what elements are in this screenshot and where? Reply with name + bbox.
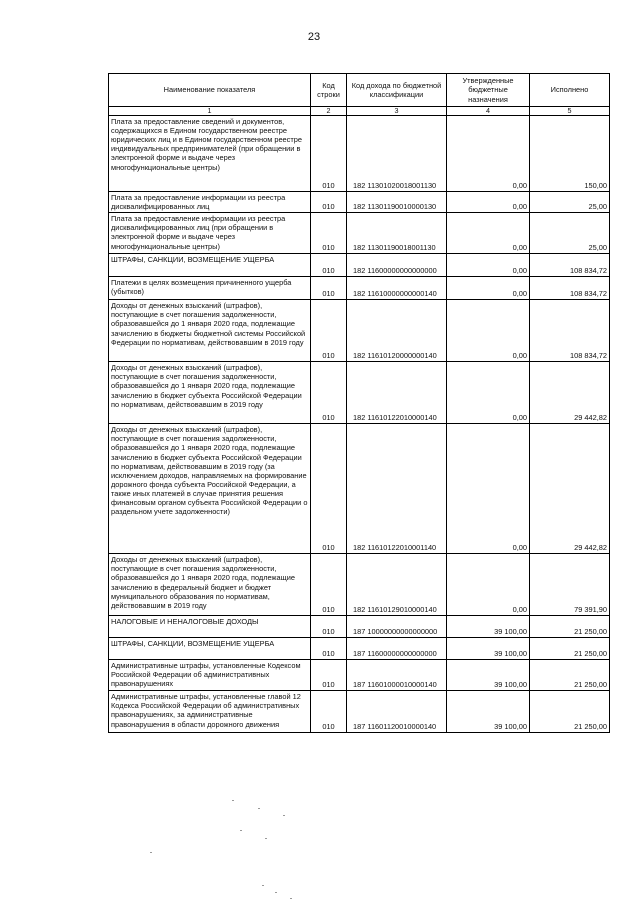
row-executed: 21 250,00 xyxy=(530,660,610,691)
page-number: 23 xyxy=(307,31,321,43)
row-name: Административные штрафы, установленные Кодексом Российской Федерации об административных правонарушениях xyxy=(109,660,311,691)
row-name: Плата за предоставление сведений и документов, содержащихся в Едином государственном реестре юридических лиц и в Едином государственном реестре индивидуальных предпринимателей (при обращении в электронной форме и выдаче через многофункциональные центры) xyxy=(109,116,311,192)
table-row xyxy=(109,660,610,691)
row-name: Административные штрафы, установленные главой 12 Кодекса Российской Федерации об административных правонарушениях, за административные правонарушения в области дорожного движения xyxy=(109,691,311,733)
row-code: 010 xyxy=(311,192,347,213)
row-approved: 0,00 xyxy=(447,300,530,362)
header-approved: Утвержденные бюджетные назначения xyxy=(447,74,530,107)
row-approved: 0,00 xyxy=(447,254,530,277)
table-body xyxy=(109,116,610,733)
row-kbk: 182 11610122010001140 xyxy=(347,424,447,554)
row-approved: 39 100,00 xyxy=(447,638,530,660)
row-name: Доходы от денежных взысканий (штрафов), поступающие в счет погашения задолженности, образовавшейся до 1 января 2020 года, подлежащие зачислению в бюджет субъекта Российской Федерации по нормативам, действовавшим в 2019 году (за исключением доходов, направляемых на формирование дорожного фонда субъекта Российской Федерации, а также иных платежей в случае принятия решения финансовым органом субъекта Российской Федерации о раздельном учете задолженности) xyxy=(109,424,311,554)
table-row xyxy=(109,638,610,660)
row-name: ШТРАФЫ, САНКЦИИ, ВОЗМЕЩЕНИЕ УЩЕРБА xyxy=(109,254,311,277)
row-approved: 39 100,00 xyxy=(447,660,530,691)
table-row xyxy=(109,616,610,638)
row-approved: 39 100,00 xyxy=(447,691,530,733)
row-kbk: 182 11610000000000140 xyxy=(347,277,447,300)
col-index: 2 xyxy=(311,107,347,116)
row-approved: 0,00 xyxy=(447,424,530,554)
row-executed: 25,00 xyxy=(530,213,610,254)
row-executed: 21 250,00 xyxy=(530,638,610,660)
row-approved: 0,00 xyxy=(447,213,530,254)
table-row xyxy=(109,277,610,300)
table-row xyxy=(109,192,610,213)
row-kbk: 187 10000000000000000 xyxy=(347,616,447,638)
table-row xyxy=(109,691,610,733)
row-approved: 0,00 xyxy=(447,116,530,192)
table-row xyxy=(109,213,610,254)
row-name: Доходы от денежных взысканий (штрафов), поступающие в счет погашения задолженности, образовавшейся до 1 января 2020 года, подлежащие зачислению в бюджет субъекта Российской Федерации по нормативам, действовавшим в 2019 году xyxy=(109,362,311,424)
table-row xyxy=(109,554,610,616)
row-kbk: 182 11610122010000140 xyxy=(347,362,447,424)
row-kbk: 187 11601120010000140 xyxy=(347,691,447,733)
row-executed: 108 834,72 xyxy=(530,300,610,362)
row-kbk: 182 11600000000000000 xyxy=(347,254,447,277)
row-name: ШТРАФЫ, САНКЦИИ, ВОЗМЕЩЕНИЕ УЩЕРБА xyxy=(109,638,311,660)
row-approved: 39 100,00 xyxy=(447,616,530,638)
row-executed: 25,00 xyxy=(530,192,610,213)
row-code: 010 xyxy=(311,116,347,192)
col-index: 5 xyxy=(530,107,610,116)
row-executed: 21 250,00 xyxy=(530,691,610,733)
row-kbk: 187 11600000000000000 xyxy=(347,638,447,660)
row-kbk: 182 11610120000000140 xyxy=(347,300,447,362)
row-name: НАЛОГОВЫЕ И НЕНАЛОГОВЫЕ ДОХОДЫ xyxy=(109,616,311,638)
row-code: 010 xyxy=(311,362,347,424)
row-code: 010 xyxy=(311,554,347,616)
row-code: 010 xyxy=(311,300,347,362)
table-row xyxy=(109,254,610,277)
header-kbk: Код дохода по бюджетной классификации xyxy=(347,74,447,107)
row-executed: 150,00 xyxy=(530,116,610,192)
row-name: Платежи в целях возмещения причиненного ущерба (убытков) xyxy=(109,277,311,300)
table-row xyxy=(109,300,610,362)
row-name: Доходы от денежных взысканий (штрафов), поступающие в счет погашения задолженности, образовавшейся до 1 января 2020 года, подлежащие зачислению в бюджеты бюджетной системы Российской Федерации по нормативам, действовавшим в 2019 году xyxy=(109,300,311,362)
row-name: Плата за предоставление информации из реестра дисквалифицированных лиц xyxy=(109,192,311,213)
row-kbk: 187 11601000010000140 xyxy=(347,660,447,691)
row-approved: 0,00 xyxy=(447,277,530,300)
row-code: 010 xyxy=(311,616,347,638)
row-approved: 0,00 xyxy=(447,362,530,424)
row-name: Доходы от денежных взысканий (штрафов), поступающие в счет погашения задолженности, образовавшейся до 1 января 2020 года, подлежащие зачислению в федеральный бюджет и бюджет муниципального образования по нормативам, действовавшим в 2019 году xyxy=(109,554,311,616)
row-name: Плата за предоставление информации из реестра дисквалифицированных лиц (при обращении в электронной форме и выдаче через многофункциональные центры) xyxy=(109,213,311,254)
row-code: 010 xyxy=(311,660,347,691)
col-index: 3 xyxy=(347,107,447,116)
header-name: Наименование показателя xyxy=(109,74,311,107)
row-executed: 108 834,72 xyxy=(530,254,610,277)
row-executed: 21 250,00 xyxy=(530,616,610,638)
row-code: 010 xyxy=(311,691,347,733)
row-executed: 108 834,72 xyxy=(530,277,610,300)
row-approved: 0,00 xyxy=(447,554,530,616)
table-row xyxy=(109,116,610,192)
row-executed: 29 442,82 xyxy=(530,424,610,554)
row-code: 010 xyxy=(311,424,347,554)
header-code: Код строки xyxy=(311,74,347,107)
row-kbk: 182 11301190010000130 xyxy=(347,192,447,213)
row-kbk: 182 11610129010000140 xyxy=(347,554,447,616)
row-approved: 0,00 xyxy=(447,192,530,213)
row-code: 010 xyxy=(311,638,347,660)
row-executed: 29 442,82 xyxy=(530,362,610,424)
row-kbk: 182 11301020018001130 xyxy=(347,116,447,192)
table-row xyxy=(109,424,610,554)
budget-income-table xyxy=(108,73,610,733)
col-index: 1 xyxy=(109,107,311,116)
col-index: 4 xyxy=(447,107,530,116)
row-code: 010 xyxy=(311,277,347,300)
row-executed: 79 391,90 xyxy=(530,554,610,616)
row-code: 010 xyxy=(311,213,347,254)
table-row xyxy=(109,362,610,424)
row-code: 010 xyxy=(311,254,347,277)
header-executed: Исполнено xyxy=(530,74,610,107)
row-kbk: 182 11301190018001130 xyxy=(347,213,447,254)
